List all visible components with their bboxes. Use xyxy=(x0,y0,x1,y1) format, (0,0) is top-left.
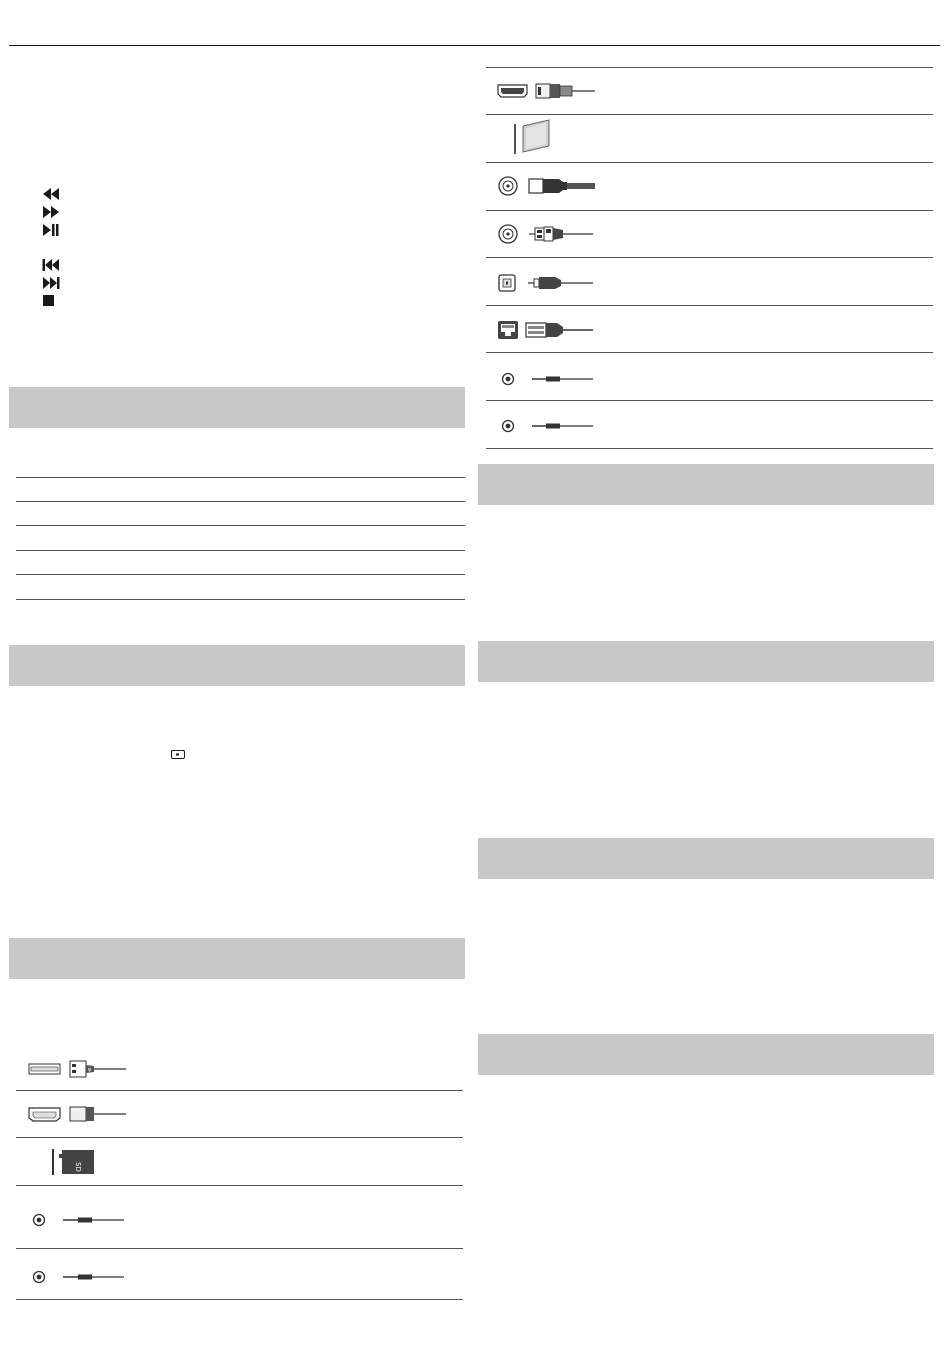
table-row xyxy=(486,257,933,258)
section-band xyxy=(478,838,934,879)
remote-key-icon xyxy=(171,750,185,759)
optical-port-icon xyxy=(497,273,597,293)
table-row xyxy=(16,599,465,600)
play-pause-icon xyxy=(42,223,60,237)
lan-port-icon xyxy=(497,319,597,341)
audio-jack-icon xyxy=(498,370,594,388)
audio-jack-icon xyxy=(30,1211,126,1229)
table-row xyxy=(16,1299,463,1300)
skip-previous-icon xyxy=(42,258,60,272)
table-row xyxy=(16,550,465,551)
section-band xyxy=(9,645,465,686)
table-row xyxy=(486,162,933,163)
table-row xyxy=(16,1090,463,1091)
table-row xyxy=(486,114,933,115)
table-row xyxy=(16,501,465,502)
hdmi-port-icon xyxy=(497,81,597,101)
ci-card-slot-icon xyxy=(511,118,555,156)
svg-text:ψ: ψ xyxy=(88,1067,92,1073)
usb-port-icon xyxy=(28,1058,128,1080)
audio-jack-icon xyxy=(30,1268,126,1286)
section-band xyxy=(478,1034,934,1075)
table-row xyxy=(486,448,933,449)
svg-text:SD: SD xyxy=(74,1162,82,1172)
sd-card-slot-icon xyxy=(50,1148,100,1176)
rewind-icon xyxy=(42,187,60,201)
skip-next-icon xyxy=(42,276,60,290)
fast-forward-icon xyxy=(42,205,60,219)
section-band xyxy=(9,387,465,428)
stop-icon xyxy=(42,294,60,308)
section-band xyxy=(478,464,934,505)
page-top-rule xyxy=(9,45,940,46)
table-row xyxy=(16,1248,463,1249)
table-row xyxy=(486,400,933,401)
table-row xyxy=(16,477,465,478)
table-row xyxy=(486,67,933,68)
table-row xyxy=(486,352,933,353)
section-band xyxy=(9,938,465,979)
table-row xyxy=(486,210,933,211)
table-row xyxy=(16,525,465,526)
table-row xyxy=(16,1137,463,1138)
table-row xyxy=(16,1185,463,1186)
audio-jack-icon xyxy=(498,417,594,435)
section-band xyxy=(478,641,934,682)
table-row xyxy=(16,574,465,575)
satellite-port-icon xyxy=(497,223,597,245)
table-row xyxy=(486,305,933,306)
antenna-port-icon xyxy=(497,175,597,197)
hdmi-port-icon xyxy=(28,1104,128,1124)
